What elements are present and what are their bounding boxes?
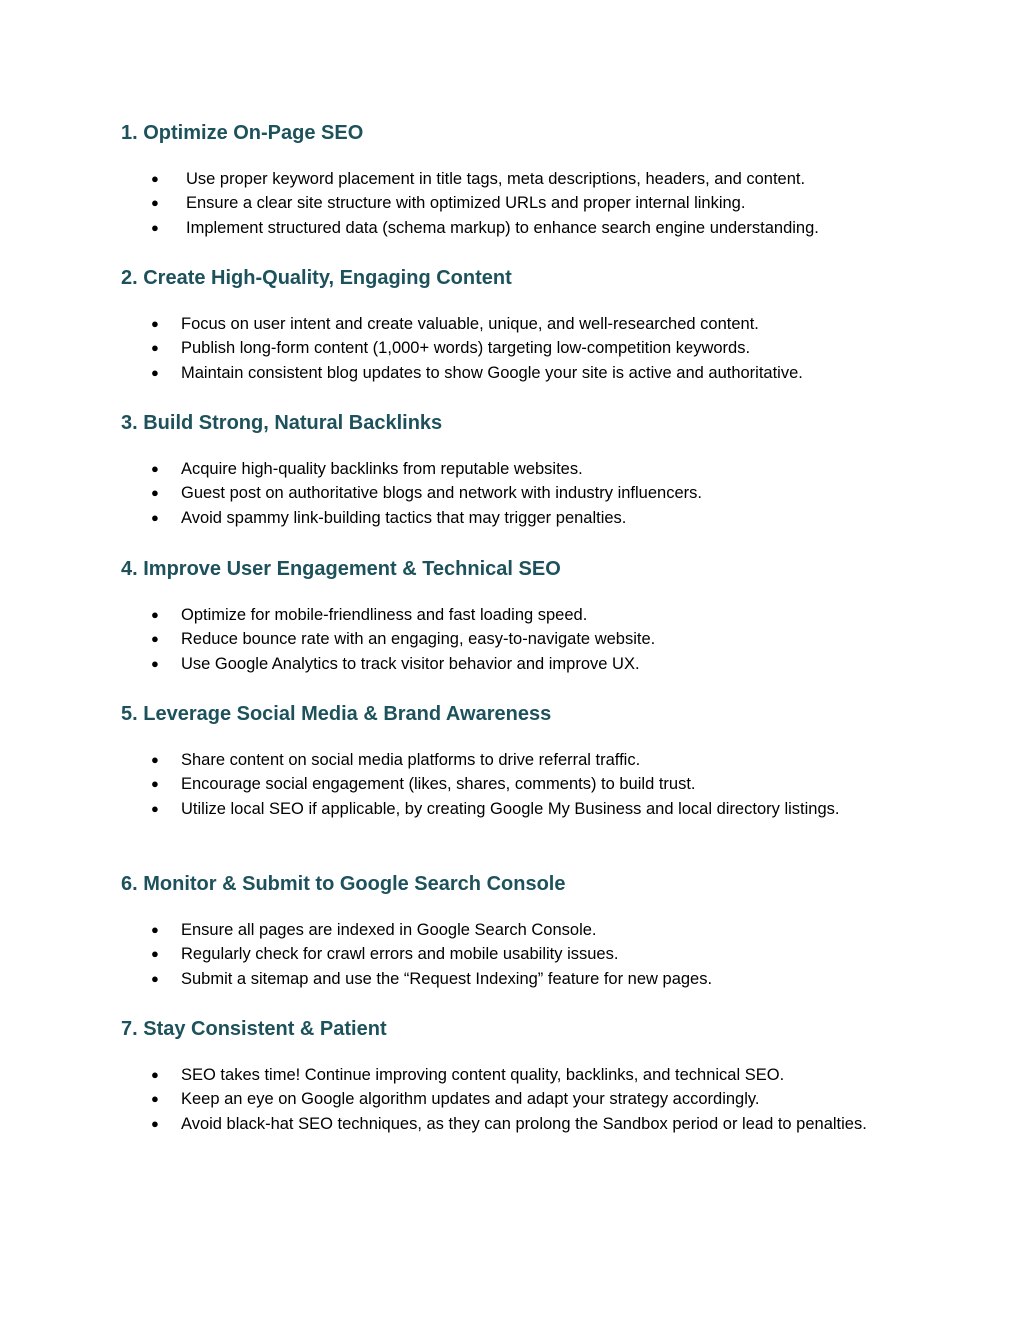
section-backlinks <box>121 411 921 530</box>
section-heading: 7. Stay Consistent & Patient <box>121 1018 387 1040</box>
bullet-icon: ● <box>151 655 159 671</box>
bullet-icon: ● <box>151 607 159 622</box>
list-item-text: Publish long-form content (1,000+ words) targeting low-competition keywords. <box>181 339 751 358</box>
bullet-icon: ● <box>151 509 159 525</box>
bullet-icon: ● <box>151 340 159 356</box>
list-item-text: Implement structured data (schema markup) to enhance search engine understanding. <box>186 218 819 237</box>
bullet-icon: ● <box>151 1091 159 1107</box>
section-heading: 3. Build Strong, Natural Backlinks <box>121 412 443 434</box>
list-item <box>121 603 921 627</box>
section-stay-consistent <box>121 1017 921 1136</box>
list-item-text: Avoid spammy link-building tactics that may trigger penalties. <box>181 508 627 527</box>
bullet-list <box>121 748 921 821</box>
list-item <box>121 1112 881 1136</box>
bullet-icon: ● <box>151 195 159 211</box>
section-high-quality-content <box>121 266 921 385</box>
bullet-icon: ● <box>151 219 159 235</box>
bullet-list <box>121 918 921 991</box>
list-item-text: Ensure all pages are indexed in Google Search Console. <box>181 921 597 939</box>
list-item <box>121 1063 921 1087</box>
bullet-icon: ● <box>151 776 159 792</box>
list-item-text: Focus on user intent and create valuable, unique, and well-researched content. <box>181 315 759 333</box>
list-item-text: Use Google Analytics to track visitor behavior and improve UX. <box>181 654 640 673</box>
list-item <box>121 652 921 676</box>
bullet-list <box>121 457 921 530</box>
section-user-engagement <box>121 557 921 676</box>
bullet-icon: ● <box>151 1067 159 1082</box>
section-heading: 5. Leverage Social Media & Brand Awareness <box>121 703 552 725</box>
list-item <box>121 918 921 942</box>
list-item-text: SEO takes time! Continue improving content quality, backlinks, and technical SEO. <box>181 1066 785 1084</box>
bullet-icon: ● <box>151 461 159 476</box>
list-item-text: Reduce bounce rate with an engaging, easy-to-navigate website. <box>181 630 656 649</box>
bullet-icon: ● <box>151 171 159 186</box>
bullet-icon: ● <box>151 800 159 816</box>
list-item <box>121 506 921 530</box>
bullet-icon: ● <box>151 316 159 331</box>
bullet-icon: ● <box>151 922 159 937</box>
list-item <box>121 191 921 215</box>
list-item-text: Acquire high-quality backlinks from reputable websites. <box>181 460 583 478</box>
list-item <box>121 627 921 651</box>
list-item <box>121 336 921 360</box>
bullet-icon: ● <box>151 970 159 986</box>
section-social-media <box>121 702 921 821</box>
list-item-text: Regularly check for crawl errors and mobile usability issues. <box>181 945 619 964</box>
list-item <box>121 481 921 505</box>
list-item-text: Encourage social engagement (likes, shares, comments) to build trust. <box>181 775 696 794</box>
section-heading: 4. Improve User Engagement & Technical SEO <box>121 558 561 580</box>
list-item-text: Ensure a clear site structure with optimized URLs and proper internal linking. <box>186 194 746 213</box>
list-item-text: Submit a sitemap and use the “Request Indexing” feature for new pages. <box>181 969 713 988</box>
list-item <box>121 748 921 772</box>
bullet-icon: ● <box>151 946 159 962</box>
section-heading: 1. Optimize On-Page SEO <box>121 122 364 144</box>
bullet-list <box>121 167 921 240</box>
list-item-text: Maintain consistent blog updates to show Google your site is active and authoritative. <box>181 363 803 382</box>
bullet-icon: ● <box>151 485 159 501</box>
bullet-icon: ● <box>151 752 159 767</box>
section-heading: 6. Monitor & Submit to Google Search Console <box>121 873 566 895</box>
list-item <box>121 312 921 336</box>
section-search-console <box>121 872 921 991</box>
list-item-text: Use proper keyword placement in title tags, meta descriptions, headers, and content. <box>186 170 806 188</box>
list-item-text: Optimize for mobile-friendliness and fast loading speed. <box>181 606 588 624</box>
list-item <box>121 167 921 191</box>
list-item-text: Keep an eye on Google algorithm updates and adapt your strategy accordingly. <box>181 1090 760 1109</box>
bullet-list <box>121 312 921 385</box>
section-optimize-on-page-seo <box>121 121 921 240</box>
list-item-text: Guest post on authoritative blogs and network with industry influencers. <box>181 484 702 503</box>
list-item <box>121 1087 921 1111</box>
bullet-icon: ● <box>151 364 159 380</box>
list-item <box>121 797 881 821</box>
list-item-text: Share content on social media platforms to drive referral traffic. <box>181 751 641 769</box>
bullet-icon: ● <box>151 1115 159 1131</box>
bullet-icon: ● <box>151 631 159 647</box>
bullet-list <box>121 1063 921 1136</box>
list-item <box>121 457 921 481</box>
list-item <box>121 361 921 385</box>
list-item <box>121 772 921 796</box>
bullet-list <box>121 603 921 676</box>
section-heading: 2. Create High-Quality, Engaging Content <box>121 267 512 289</box>
list-item <box>121 216 921 240</box>
list-item-text: Avoid black-hat SEO techniques, as they can prolong the Sandbox period or lead to penalties. <box>181 1114 867 1133</box>
list-item-text: Utilize local SEO if applicable, by creating Google My Business and local directory listings. <box>181 799 840 818</box>
list-item <box>121 967 921 991</box>
list-item <box>121 942 921 966</box>
